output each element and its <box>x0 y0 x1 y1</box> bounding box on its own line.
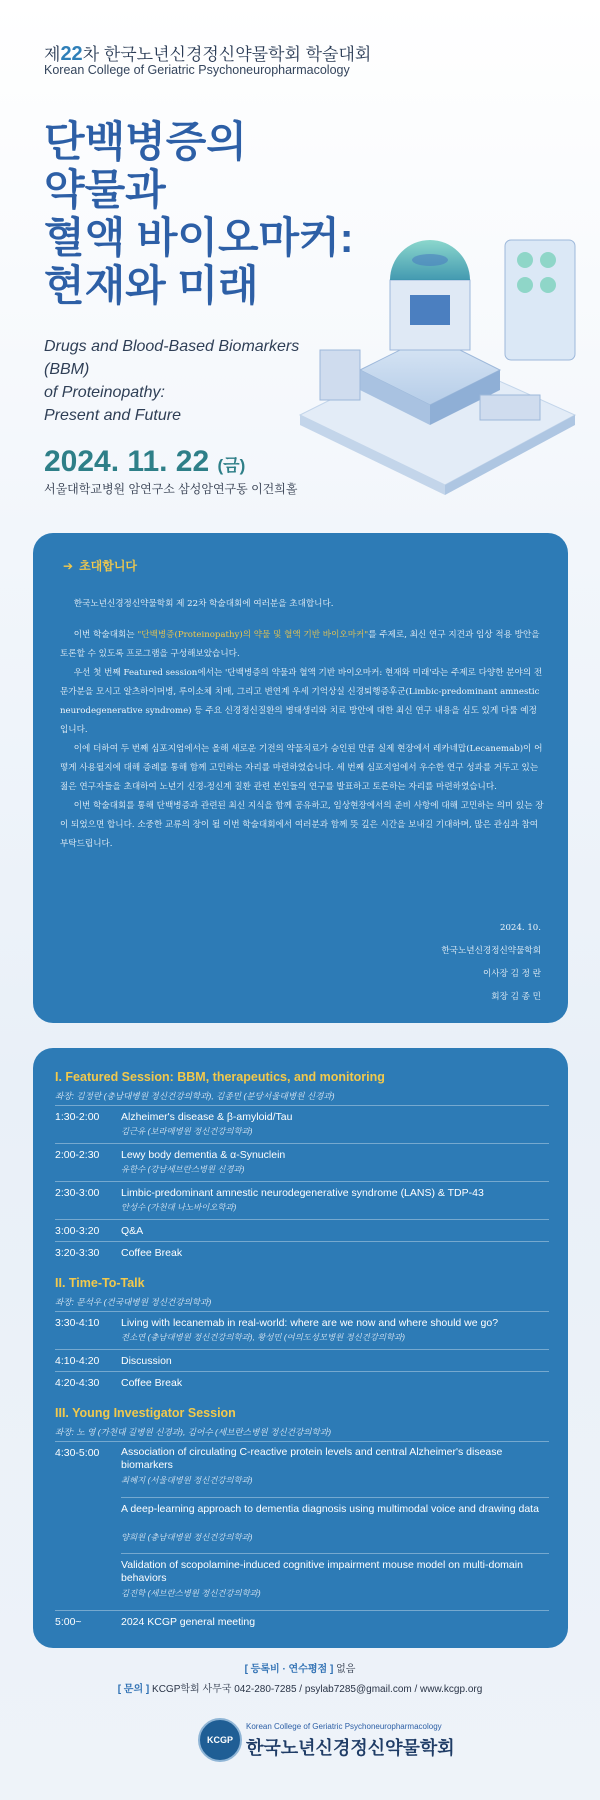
program-box <box>33 1048 568 1648</box>
arrow-right-icon: ➔ <box>63 559 74 573</box>
program-row: 4:20-4:30 Coffee Break <box>55 1371 549 1396</box>
session-3-title: III. Young Investigator Session <box>55 1406 236 1420</box>
invitation-paragraph: 이번 학술대회를 통해 단백병증과 관련된 최신 지식을 함께 공유하고, 임상현장에서의 준비 사항에 대해 고민하는 의미 있는 장이 되었으면 합니다. 소중한 교류의 장이 될 이번 학술대회에서 여러분과 함께 뜻 깊은 시간을 보내길 기대하며, 많은 관심과 참여 부탁드립니다. <box>60 801 544 849</box>
invitation-heading: ➔ 초대합니다 <box>63 559 138 573</box>
session-2-chair: 좌장: 문석우 (건국대병원 정신건강의학과) <box>55 1297 212 1307</box>
program-subrow: Validation of scopolamine-induced cognitive impairment mouse model on multi-domain behaviors 김진학 (세브란스병원 정신건강의학과) <box>121 1553 549 1610</box>
program-row: 2:00-2:30 Lewy body dementia & α-Synuclein 유한수 (강남세브란스병원 신경과) <box>55 1143 549 1182</box>
program-row: 3:20-3:30 Coffee Break <box>55 1241 549 1266</box>
session-3-chair: 좌장: 노 영 (가천대 길병원 신경과), 김어수 (세브란스병원 정신건강의학과) <box>55 1427 332 1437</box>
session-1-chair: 좌장: 김정란 (충남대병원 정신건강의학과), 김종민 (분당서울대병원 신경과) <box>55 1091 335 1101</box>
congress-en-label: Korean College of Geriatric Psychoneuropharmacology <box>44 63 350 77</box>
event-date: 2024. 11. 22 (금) <box>44 445 246 478</box>
program-row: 3:00-3:20 Q&A <box>55 1219 549 1242</box>
program-subrow: A deep-learning approach to dementia diagnosis using multimodal voice and drawing data 양희원 (충남대병원 정신건강의학과) <box>121 1497 549 1554</box>
event-venue: 서울대학교병원 암연구소 삼성암연구동 이건희홀 <box>44 482 298 496</box>
program-row: 2:30-3:00 Limbic-predominant amnestic neurodegenerative syndrome (LANS) & TDP-43 안성수 (가천대 나노바이오학과) <box>55 1181 549 1220</box>
invitation-paragraph: 한국노년신경정신약물학회 제 22차 학술대회에 여러분을 초대합니다. <box>73 599 334 609</box>
contact-info: [ 문의 ] KCGP학회 사무국 042-280-7285 / psylab7285@gmail.com / www.kcgp.org <box>117 1684 483 1695</box>
org-name-en: Korean College of Geriatric Psychoneuropharmacology <box>246 1722 442 1731</box>
program-subrow: Association of circulating C-reactive protein levels and central Alzheimer's disease biomarkers 최혜지 (서울대병원 정신건강의학과) <box>121 1446 503 1485</box>
registration-info: [ 등록비 · 연수평점 ] 없음 <box>244 1664 356 1675</box>
invitation-paragraph: 이번 학술대회는 "단백병증(Proteinopathy)의 약물 및 혈액 기반 바이오마커"를 주제로, 최신 연구 지견과 임상 적용 방안을 토론할 수 있도록 프로그램을 구성해보았습니다. <box>60 630 540 659</box>
english-subtitle: Drugs and Blood-Based Biomarkers (BBM) of Proteinopathy: Present and Future <box>44 338 300 424</box>
session-2-title: II. Time-To-Talk <box>55 1276 145 1290</box>
kcgp-logo: KCGP <box>198 1718 242 1762</box>
program-row: 1:30-2:00 Alzheimer's disease & β-amyloid/Tau 김근유 (보라매병원 정신건강의학과) <box>55 1105 549 1144</box>
invitation-signature: 2024. 10. 한국노년신경정신약물학회 이사장 김 정 란 회장 김 종 민 <box>441 923 541 1002</box>
congress-label: 제22차 한국노년신경정신약물학회 학술대회 <box>44 43 372 65</box>
program-row: 5:00~ 2024 KCGP general meeting <box>55 1610 549 1635</box>
invitation-box <box>33 533 568 1023</box>
invitation-paragraph: 이에 더하여 두 번째 심포지엄에서는 올해 새로운 기전의 약물치료가 승인된 만큼 실제 현장에서 레카네맙(Lecanemab)이 어떻게 사용될지에 대해 증례를 통해 함께 고민하는 자리를 마련하였습니다. 세 번째 심포지엄에서 우수한 연구 성과를 거두고 있는 젊은 연구자들을 초대하여 노년기 신경-정신계 질환 관련 본인들의 연구를 발표하고 토론하는 자리를 마련하였습니다. <box>60 744 543 792</box>
invitation-paragraph: 우선 첫 번째 Featured session에서는 '단백병증의 약물과 혈액 기반 바이오마커: 현재와 미래'라는 주제로 다양한 분야의 전문가분을 모시고 알츠하이머병, 루이소체 치매, 그리고 변연계 우세 기억상실 신경퇴행증후군(Limbic-predominant amnestic neurodegenerative syndrome) 등 주요 신경정신질환의 병태생리와 치료 방안에 대한 최신 연구 내용을 심도 있게 다룰 예정입니다. <box>60 668 543 735</box>
program-row: 3:30-4:10 Living with lecanemab in real-world: where are we now and where should we go? 전소연 (충남대병원 정신건강의학과), 황성민 (여의도성모병원 정신건강의학과) <box>55 1311 549 1350</box>
lab-illustration <box>280 200 590 500</box>
program-row: 4:30-5:00 <box>55 1441 549 1597</box>
program-row: 4:10-4:20 Discussion <box>55 1349 549 1372</box>
main-title: 단백병증의 약물과 혈액 바이오마커: 현재와 미래 <box>44 118 354 309</box>
invitation-body <box>60 595 544 854</box>
session-1-title: I. Featured Session: BBM, therapeutics, and monitoring <box>55 1070 385 1084</box>
org-name-ko: 한국노년신경정신약물학회 <box>246 1738 455 1758</box>
